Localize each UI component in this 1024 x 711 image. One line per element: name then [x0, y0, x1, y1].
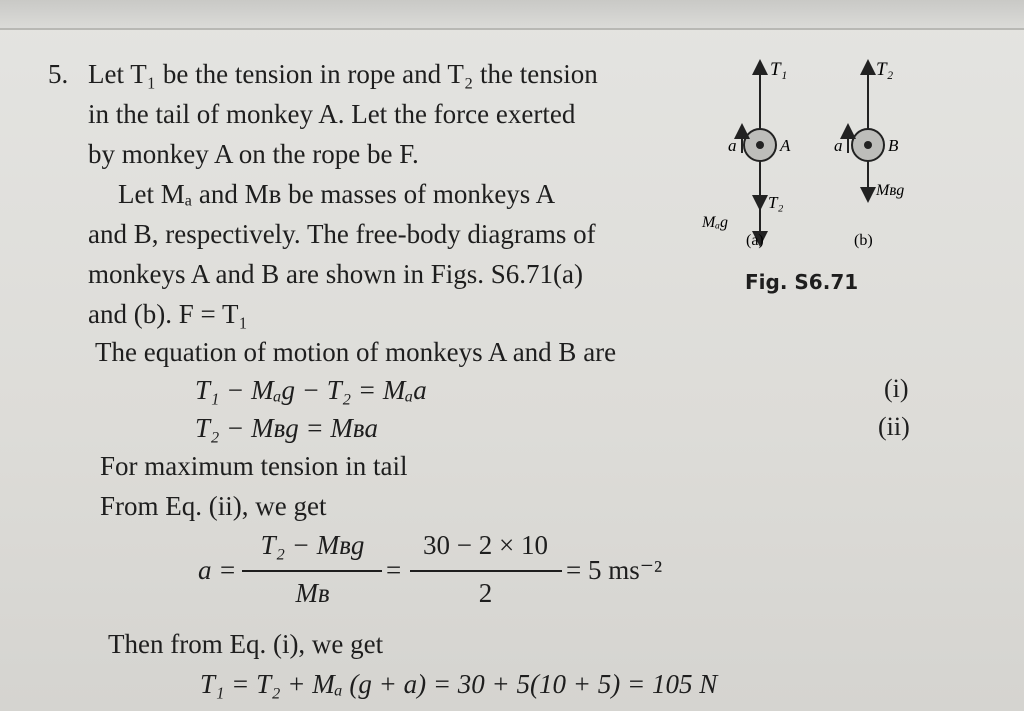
text-line-6: monkeys A and B are shown in Figs. S6.71(a)	[88, 259, 583, 289]
equation-2-tag: (ii)	[878, 412, 910, 441]
equals-sign: =	[386, 555, 402, 585]
diagram-a	[701, 59, 791, 249]
equation-2: T₂ − Mʙg = Mʙa	[195, 413, 379, 443]
label-b-sub: (b)	[854, 232, 873, 249]
text-line-7: and (b). F = T₁	[88, 299, 248, 329]
final-equation: T₁ = T₂ + Mₐ (g + a) = 30 + 5(10 + 5) = 105 N	[200, 669, 718, 699]
fraction-2-numerator: 30 − 2 × 10	[423, 530, 548, 560]
label-b-top: T₂	[876, 59, 894, 80]
text-line-8: The equation of motion of monkeys A and B are	[95, 337, 617, 367]
label-a-sub: (a)	[746, 232, 764, 249]
diagram-b	[834, 59, 904, 249]
text-line-1: Let T₁ be the tension in rope and T₂ the tension	[88, 59, 598, 89]
problem-number: 5.	[48, 59, 69, 89]
text-line-3: by monkey A on the rope be F.	[88, 139, 419, 169]
label-a-accel: a	[728, 136, 737, 155]
a-lhs: a =	[198, 555, 237, 585]
page-top-edge	[0, 0, 1024, 30]
text-line-2: in the tail of monkey A. Let the force exerted	[88, 99, 576, 129]
label-b-weight: Mʙg	[876, 182, 905, 199]
equation-1-tag: (i)	[884, 374, 909, 403]
text-line-5: and B, respectively. The free-body diagrams of	[88, 219, 596, 249]
label-a-body: A	[780, 136, 791, 155]
fraction-2-bar	[410, 570, 562, 572]
acceleration-result: = 5 ms⁻²	[566, 555, 663, 585]
label-b-accel: a	[834, 136, 843, 155]
figure-caption: Fig. S6.71	[745, 270, 859, 294]
label-a-weight: Mₐg	[702, 214, 729, 231]
label-b-body: B	[888, 136, 899, 155]
fraction-1-denominator: Mʙ	[295, 578, 330, 608]
equation-1: T₁ − Mₐg − T₂ = Mₐa	[195, 375, 427, 405]
label-a-top: T₁	[770, 59, 788, 80]
label-a-bottom: T₂	[768, 193, 784, 212]
text-line-4: Let Mₐ and Mʙ be masses of monkeys A	[118, 179, 556, 209]
fraction-1-numerator: T₂ − Mʙg	[260, 530, 365, 560]
text-max-tension: For maximum tension in tail	[100, 451, 408, 481]
fraction-1-bar	[242, 570, 382, 572]
free-body-diagrams	[690, 45, 940, 305]
fraction-2-denominator: 2	[478, 578, 493, 608]
text-from-eq-ii: From Eq. (ii), we get	[100, 491, 327, 521]
text-from-eq-i: Then from Eq. (i), we get	[108, 629, 384, 659]
